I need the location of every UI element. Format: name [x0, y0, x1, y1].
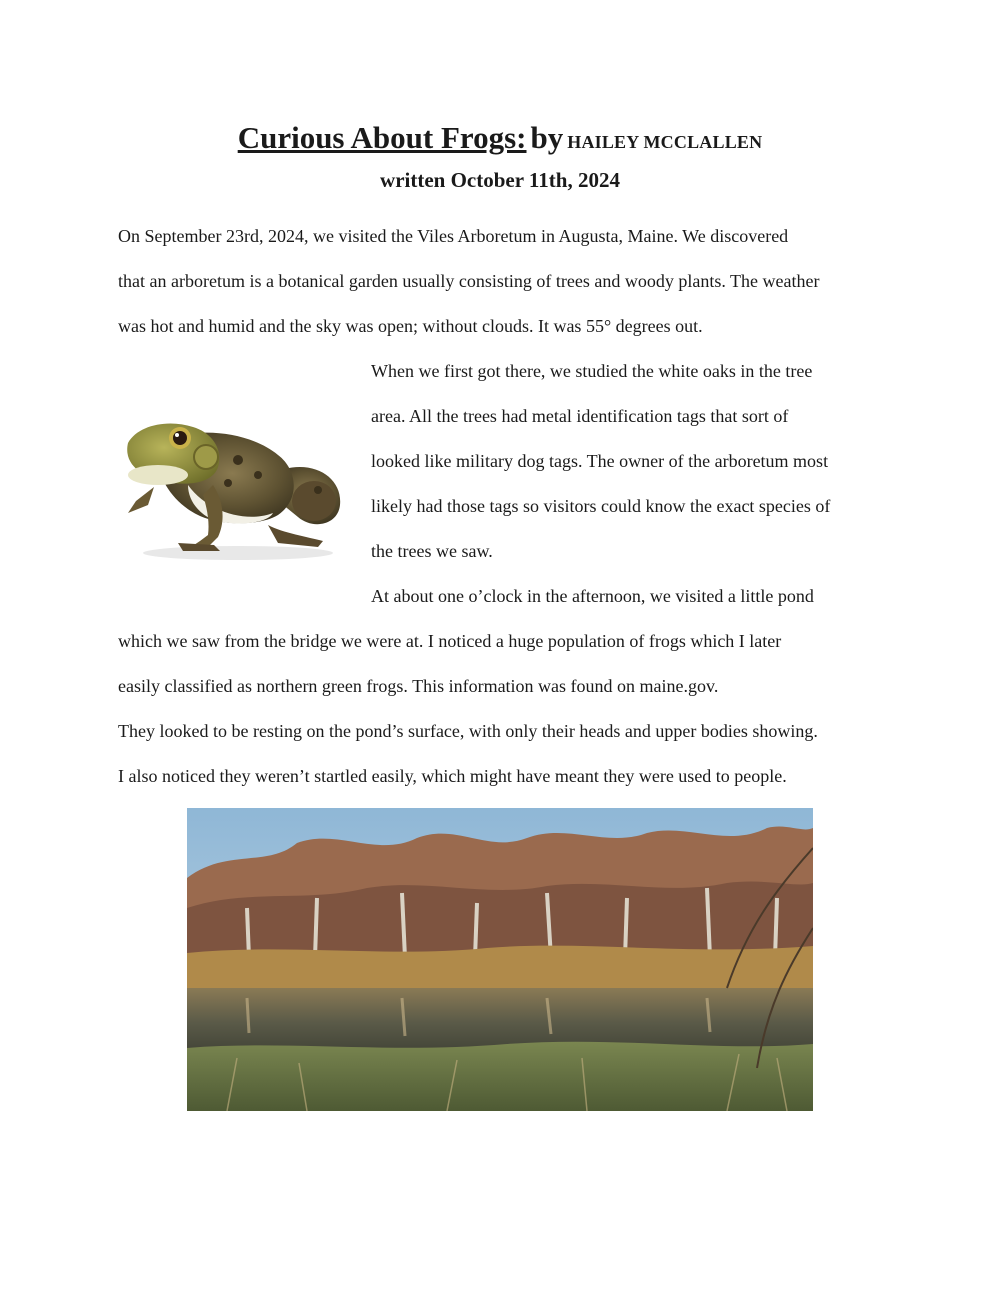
text-line-11: easily classified as northern green frogs. This information was found on maine.gov. [118, 676, 719, 696]
pond-photo [187, 808, 813, 1111]
text-line-3: was hot and humid and the sky was open; without clouds. It was 55° degrees out. [118, 316, 703, 336]
text-line-7: likely had those tags so visitors could know the exact species of [371, 496, 831, 516]
text-line-6: looked like military dog tags. The owner of the arboretum most [371, 451, 829, 471]
title-main: Curious About Frogs: [237, 120, 527, 155]
text-line-1: On September 23rd, 2024, we visited the Viles Arboretum in Augusta, Maine. We discovered [118, 226, 789, 246]
title-by: by [530, 120, 564, 155]
text-line-9: At about one o’clock in the afternoon, we visited a little pond [371, 586, 814, 606]
text-line-10: which we saw from the bridge we were at. I noticed a huge population of frogs which I later [118, 631, 782, 651]
text-line-5: area. All the trees had metal identification tags that sort of [371, 406, 789, 426]
subtitle: written October 11th, 2024 [380, 168, 620, 192]
text-line-13: I also noticed they weren’t startled easily, which might have meant they were used to people. [118, 766, 787, 786]
text-line-8: the trees we saw. [371, 541, 493, 561]
text-line-12: They looked to be resting on the pond’s surface, with only their heads and upper bodies showing. [118, 721, 818, 741]
frog-photo [118, 405, 348, 565]
text-line-2: that an arboretum is a botanical garden usually consisting of trees and woody plants. The weather [118, 271, 820, 291]
text-line-4: When we first got there, we studied the white oaks in the tree [371, 361, 813, 381]
page-title [0, 118, 1000, 164]
author-name: HAILEY MCCLALLEN [567, 132, 763, 152]
